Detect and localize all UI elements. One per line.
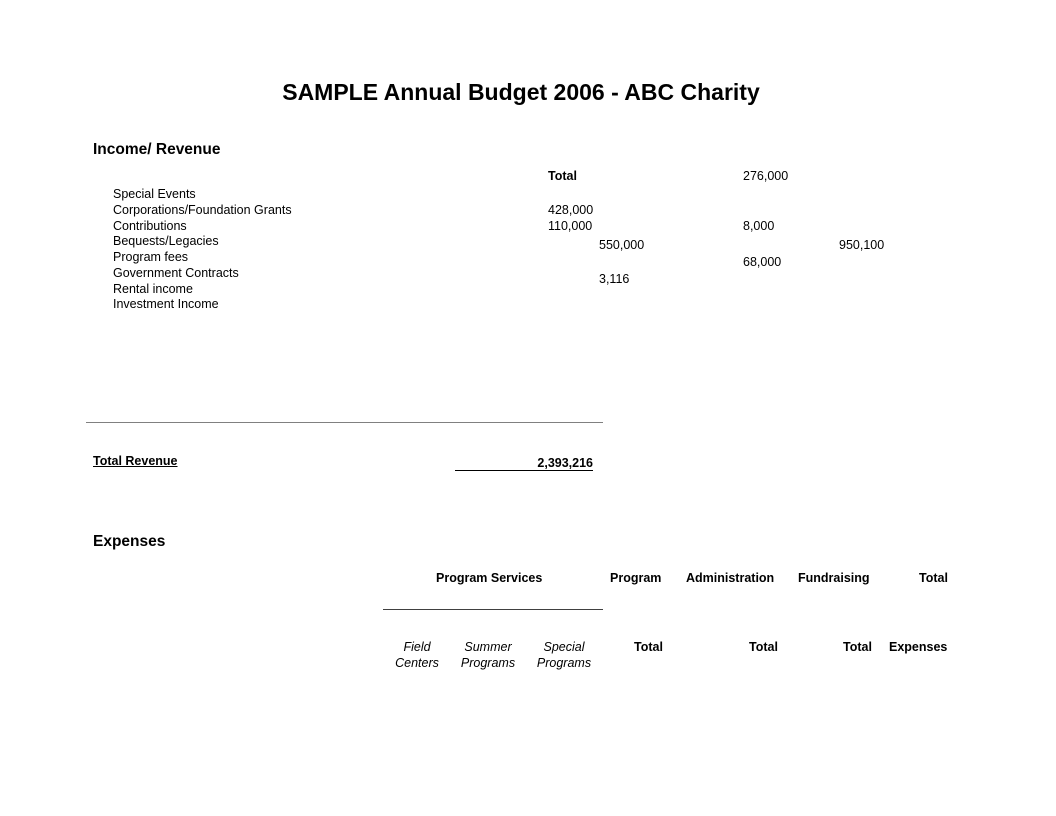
income-value-550000: 550,000 (599, 238, 645, 252)
program-services-underline (383, 609, 603, 610)
page-title: SAMPLE Annual Budget 2006 - ABC Charity (282, 79, 760, 105)
total-revenue-label: Total Revenue (93, 454, 178, 468)
income-label-rental-income: Rental income (113, 282, 193, 296)
income-label-contributions: Contributions (113, 219, 187, 233)
income-label-government-contracts: Government Contracts (113, 266, 239, 280)
income-value-8000: 8,000 (743, 219, 775, 233)
subcol-field-line1: Field (403, 640, 431, 654)
income-label-corporations-grants: Corporations/Foundation Grants (113, 203, 292, 217)
col-administration-total: Total (749, 640, 778, 654)
income-value-68000: 68,000 (743, 255, 782, 269)
col-total: Total (919, 571, 948, 585)
income-total-label: Total (548, 169, 577, 183)
income-label-bequests: Bequests/Legacies (113, 234, 219, 248)
col-program-services: Program Services (436, 571, 543, 585)
expenses-heading: Expenses (93, 533, 166, 550)
income-label-special-events: Special Events (113, 187, 196, 201)
subcol-summer-line1: Summer (464, 640, 512, 654)
subcol-special-line2: Programs (536, 656, 592, 670)
col-fundraising-total: Total (843, 640, 872, 654)
col-program: Program (610, 571, 662, 585)
income-value-950100: 950,100 (839, 238, 885, 252)
col-program-total: Total (634, 640, 663, 654)
total-revenue-value: 2,393,216 (455, 456, 593, 471)
income-heading: Income/ Revenue (93, 141, 221, 158)
col-total-expenses: Expenses (889, 640, 948, 654)
income-label-investment-income: Investment Income (113, 297, 219, 311)
income-label-program-fees: Program fees (113, 250, 189, 264)
income-value-276000: 276,000 (743, 169, 789, 183)
income-value-428000: 428,000 (548, 203, 594, 217)
income-divider (86, 422, 603, 423)
subcol-summer-line2: Programs (460, 656, 516, 670)
income-value-3116: 3,116 (599, 272, 630, 286)
col-fundraising: Fundraising (798, 571, 870, 585)
subcol-special-line1: Special (543, 640, 585, 654)
income-value-110000: 110,000 (548, 219, 593, 233)
subcol-field-line2: Centers (395, 656, 439, 670)
col-administration: Administration (686, 571, 775, 585)
